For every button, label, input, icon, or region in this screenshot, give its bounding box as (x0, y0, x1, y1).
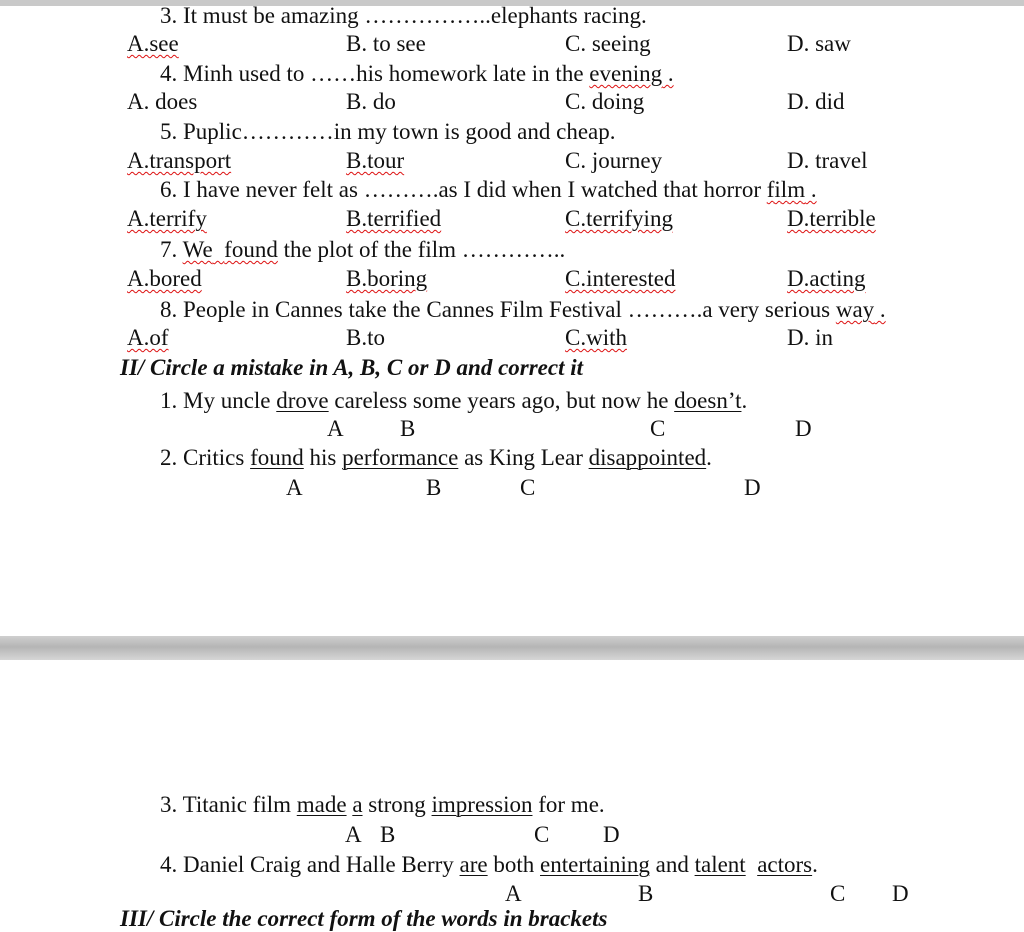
mistake-4-marker-a: A (505, 881, 522, 906)
mistake-4-marker-d: D (892, 881, 909, 906)
mistake-3-sentence: 3. Titanic film made a strong impression for me. (160, 792, 605, 817)
section-3-heading-clip (120, 904, 680, 931)
question-3-option-d: D. saw (787, 31, 851, 56)
question-5-stem: 5. Puplic…………in my town is good and cheap. (160, 119, 616, 144)
mistake-1-marker-a: A (327, 416, 344, 441)
question-6-option-a: A.terrify (127, 206, 207, 231)
question-4-option-b: B. do (346, 89, 396, 114)
question-5-option-d: D. travel (787, 148, 868, 173)
mistake-3-marker-a: A (345, 822, 362, 847)
question-7-option-c: C.interested (565, 266, 676, 291)
mistake-3-marker-c: C (534, 822, 550, 847)
mistake-3-marker-d: D (603, 822, 620, 847)
question-8-option-b: B.to (346, 325, 385, 350)
section-2-heading: II/ Circle a mistake in A, B, C or D and correct it (120, 355, 584, 380)
mistake-4-marker-c: C (830, 881, 846, 906)
question-5-option-b: B.tour (346, 148, 405, 173)
question-6-option-b: B.terrified (346, 206, 442, 231)
question-8-option-c: C.with (565, 325, 627, 350)
mistake-4-sentence: 4. Daniel Craig and Halle Berry are both entertaining and talent actors. (160, 852, 818, 877)
question-3-stem: 3. It must be amazing ……………..elephants racing. (160, 3, 647, 28)
question-7-option-a: A.bored (127, 266, 202, 291)
question-4-stem: 4. Minh used to ……his homework late in the evening . (160, 61, 674, 86)
question-3-option-b: B. to see (346, 31, 426, 56)
mistake-3-marker-b: B (380, 822, 396, 847)
question-8-option-a: A.of (127, 325, 169, 350)
question-8-stem: 8. People in Cannes take the Cannes Film Festival ……….a very serious way . (160, 297, 886, 322)
question-8-option-d: D. in (787, 325, 833, 350)
question-4-option-d: D. did (787, 89, 845, 114)
mistake-1-sentence: 1. My uncle drove careless some years ago, but now he doesn’t. (160, 388, 748, 413)
question-6-option-d: D.terrible (787, 206, 876, 231)
question-3-option-a: A.see (127, 31, 179, 56)
question-4-option-a: A. does (127, 89, 198, 114)
question-6-stem: 6. I have never felt as ……….as I did when I watched that horror film . (160, 177, 817, 202)
mistake-2-sentence: 2. Critics found his performance as King Lear disappointed. (160, 445, 712, 470)
mistake-2-marker-b: B (426, 475, 442, 500)
mistake-2-marker-d: D (744, 475, 761, 500)
question-4-option-c: C. doing (565, 89, 645, 114)
section-3-heading: III/ Circle the correct form of the words in brackets (120, 906, 608, 931)
mistake-1-marker-c: C (650, 416, 666, 441)
question-5-option-c: C. journey (565, 148, 663, 173)
mistake-1-marker-d: D (795, 416, 812, 441)
question-3-option-c: C. seeing (565, 31, 651, 56)
question-6-option-c: C.terrifying (565, 206, 673, 231)
mistake-2-marker-c: C (520, 475, 536, 500)
question-7-stem: 7. We found the plot of the film ………….. (160, 237, 566, 262)
page-break (0, 636, 1024, 660)
question-5-option-a: A.transport (127, 148, 232, 173)
question-7-option-d: D.acting (787, 266, 866, 291)
mistake-2-marker-a: A (286, 475, 303, 500)
mistake-4-marker-b: B (638, 881, 654, 906)
question-7-option-b: B.boring (346, 266, 428, 291)
mistake-1-marker-b: B (400, 416, 416, 441)
